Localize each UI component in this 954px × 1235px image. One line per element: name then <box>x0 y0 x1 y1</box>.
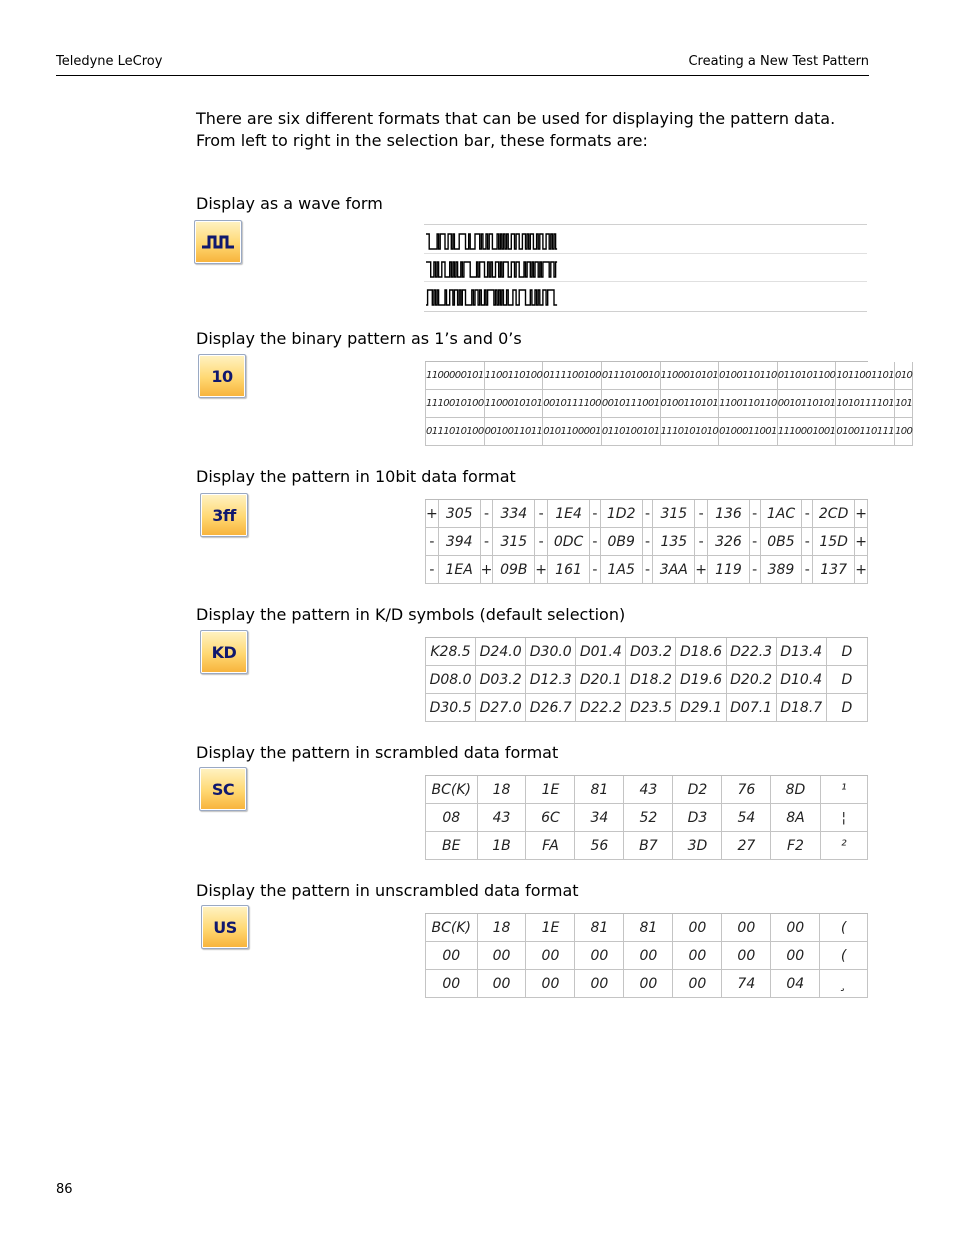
disparity-sign: - <box>426 556 439 584</box>
disparity-sign: - <box>749 500 760 528</box>
disparity-sign: - <box>642 500 653 528</box>
table-row <box>426 390 913 418</box>
table-cell: 1100000101 <box>426 362 485 390</box>
table-cell: D18.7 <box>776 694 826 722</box>
table-row <box>426 500 868 528</box>
waveform-icon <box>201 233 235 251</box>
table-cell: 2CD <box>813 500 855 528</box>
table-cell: D24.0 <box>476 638 526 666</box>
table-row <box>426 942 868 970</box>
table-cell: 00 <box>426 942 478 970</box>
disparity-sign: - <box>480 500 493 528</box>
table-cell: 1010111101 <box>836 390 895 418</box>
table-cell: 0B9 <box>600 528 642 556</box>
table-cell: 0101100001 <box>543 418 602 446</box>
table-cell: 0110101100 <box>777 362 836 390</box>
table-cell: D2 <box>673 776 722 804</box>
table-row <box>426 418 913 446</box>
disparity-sign: - <box>590 500 601 528</box>
caption-unscrambled: Display the pattern in unscrambled data format <box>196 881 579 900</box>
table-cell: 326 <box>708 528 750 556</box>
table-cell: D19.6 <box>676 666 726 694</box>
disparity-sign: + <box>426 500 439 528</box>
unscrambled-format-button[interactable]: US <box>201 905 249 949</box>
table-cell: 43 <box>624 776 673 804</box>
table-cell: 04 <box>771 970 820 998</box>
table-cell: 09B <box>493 556 535 584</box>
table-cell: 00 <box>575 970 624 998</box>
table-cell: D03.2 <box>626 638 676 666</box>
table-cell: 00 <box>771 914 820 942</box>
table-cell: 101 <box>895 390 913 418</box>
table-row <box>426 556 868 584</box>
table-cell: D30.5 <box>426 694 476 722</box>
table-cell: 305 <box>438 500 480 528</box>
table-cell: FA <box>526 832 575 860</box>
table-cell: 315 <box>493 528 535 556</box>
table-row <box>426 804 868 832</box>
disparity-sign: - <box>590 528 601 556</box>
table-cell: 81 <box>575 914 624 942</box>
table-cell: 43 <box>477 804 526 832</box>
table-cell: 0100110110 <box>719 362 778 390</box>
table-cell: 0100110111 <box>836 418 895 446</box>
table-cell: 1100010101 <box>484 390 543 418</box>
table-cell: D20.2 <box>726 666 776 694</box>
table-cell: D13.4 <box>776 638 826 666</box>
table-cell: 34 <box>575 804 624 832</box>
table-cell: D18.2 <box>626 666 676 694</box>
scrambled-format-button[interactable]: SC <box>199 767 247 811</box>
disparity-sign: - <box>802 556 813 584</box>
table-cell: 8D <box>771 776 820 804</box>
table-cell: BC(K) <box>426 914 478 942</box>
table-cell: 18 <box>477 776 526 804</box>
table-cell: 00 <box>526 970 575 998</box>
table-cell: 00 <box>722 914 771 942</box>
table-cell: 18 <box>477 914 526 942</box>
header-right: Creating a New Test Pattern <box>688 54 869 69</box>
disparity-sign: - <box>695 500 708 528</box>
intro-paragraph: There are six different formats that can be used for displaying the pattern data. From left to right in the selection bar, these formats are: <box>196 109 836 150</box>
table-cell: 74 <box>722 970 771 998</box>
table-cell: BC(K) <box>426 776 478 804</box>
table-cell: D10.4 <box>776 666 826 694</box>
table-cell: D3 <box>673 804 722 832</box>
kd-table <box>425 637 868 723</box>
table-cell: D23.5 <box>626 694 676 722</box>
unscrambled-table <box>425 913 868 999</box>
table-cell: 6C <box>526 804 575 832</box>
table-cell: 1EA <box>438 556 480 584</box>
caption-10bit: Display the pattern in 10bit data format <box>196 467 516 486</box>
table-cell: 010 <box>895 362 913 390</box>
table-cell: 00 <box>477 942 526 970</box>
table-cell: 1100110100 <box>484 362 543 390</box>
disparity-sign: + <box>855 528 868 556</box>
disparity-sign: - <box>749 528 760 556</box>
table-cell: 76 <box>722 776 771 804</box>
table-row <box>426 914 868 942</box>
table-cell: ² <box>820 832 868 860</box>
table-cell: 1E4 <box>548 500 590 528</box>
binary-table <box>425 361 913 447</box>
table-cell: D08.0 <box>426 666 476 694</box>
caption-binary: Display the binary pattern as 1’s and 0’s <box>196 329 522 348</box>
table-cell: D <box>826 638 867 666</box>
header-left: Teledyne LeCroy <box>56 54 163 69</box>
disparity-sign: - <box>535 500 548 528</box>
disparity-sign: + <box>480 556 493 584</box>
table-cell: 137 <box>813 556 855 584</box>
table-cell: 52 <box>624 804 673 832</box>
table-row <box>426 528 868 556</box>
table-cell: D26.7 <box>526 694 576 722</box>
disparity-sign: + <box>535 556 548 584</box>
table-cell: 81 <box>624 914 673 942</box>
table-cell: 1110010100 <box>426 390 485 418</box>
table-cell: 1110101010 <box>660 418 719 446</box>
table-cell: F2 <box>771 832 820 860</box>
table-cell: 0010011011 <box>484 418 543 446</box>
table-cell: 00 <box>477 970 526 998</box>
caption-waveform: Display as a wave form <box>196 194 383 213</box>
disparity-sign: - <box>695 528 708 556</box>
10bit-format-button[interactable]: 3ff <box>200 493 248 537</box>
table-cell: D22.2 <box>576 694 626 722</box>
table-cell: 00 <box>673 914 722 942</box>
disparity-sign: - <box>480 528 493 556</box>
binary-format-button[interactable]: 10 <box>198 354 246 398</box>
disparity-sign: - <box>802 528 813 556</box>
table-cell: 1011001101 <box>836 362 895 390</box>
table-cell: ( <box>820 942 868 970</box>
disparity-sign: + <box>695 556 708 584</box>
table-cell: 56 <box>575 832 624 860</box>
table-cell: D18.6 <box>676 638 726 666</box>
waveform-format-button[interactable] <box>194 220 242 264</box>
waveform-display <box>424 224 867 312</box>
10bit-table <box>425 499 868 585</box>
table-cell: 00 <box>624 942 673 970</box>
table-cell: 00 <box>624 970 673 998</box>
table-cell: D30.0 <box>526 638 576 666</box>
table-cell: D <box>826 694 867 722</box>
table-cell: 1AC <box>760 500 802 528</box>
caption-scrambled: Display the pattern in scrambled data format <box>196 743 559 762</box>
table-cell: 1B <box>477 832 526 860</box>
table-cell: 0100110101 <box>660 390 719 418</box>
table-cell: B7 <box>624 832 673 860</box>
disparity-sign: - <box>802 500 813 528</box>
disparity-sign: - <box>749 556 760 584</box>
table-cell: D20.1 <box>576 666 626 694</box>
table-cell: ¹ <box>820 776 868 804</box>
table-cell: 1100110110 <box>719 390 778 418</box>
table-row <box>426 694 868 722</box>
table-cell: 0110100101 <box>601 418 660 446</box>
waveform-lane <box>426 234 557 249</box>
table-cell: 0111100100 <box>543 362 602 390</box>
table-cell: 0DC <box>548 528 590 556</box>
table-row <box>426 666 868 694</box>
disparity-sign: + <box>855 500 868 528</box>
table-cell: ( <box>820 914 868 942</box>
waveform-lane <box>426 262 557 277</box>
table-cell: 1E <box>526 776 575 804</box>
disparity-sign: - <box>426 528 439 556</box>
table-cell: 1110001001 <box>777 418 836 446</box>
disparity-sign: - <box>642 556 653 584</box>
table-cell: 315 <box>653 500 695 528</box>
table-cell: 334 <box>493 500 535 528</box>
table-row <box>426 362 913 390</box>
table-cell: K28.5 <box>426 638 476 666</box>
table-cell: 1E <box>526 914 575 942</box>
caption-kd: Display the pattern in K/D symbols (default selection) <box>196 605 626 624</box>
table-cell: 0B5 <box>760 528 802 556</box>
table-cell: 00 <box>426 970 478 998</box>
table-cell: D29.1 <box>676 694 726 722</box>
disparity-sign: - <box>535 528 548 556</box>
waveform-lane <box>426 290 557 305</box>
kd-format-button[interactable]: KD <box>200 630 248 674</box>
table-cell: 00 <box>673 970 722 998</box>
table-row <box>426 970 868 998</box>
table-cell: BE <box>426 832 478 860</box>
disparity-sign: - <box>642 528 653 556</box>
table-cell: 136 <box>708 500 750 528</box>
table-cell: 1100010101 <box>660 362 719 390</box>
table-cell: D <box>826 666 867 694</box>
table-cell: 8A <box>771 804 820 832</box>
header-rule <box>56 75 869 76</box>
table-cell: D12.3 <box>526 666 576 694</box>
table-cell: 08 <box>426 804 478 832</box>
disparity-sign: + <box>855 556 868 584</box>
table-cell: 0100011001 <box>719 418 778 446</box>
table-cell: 00 <box>575 942 624 970</box>
table-cell: 54 <box>722 804 771 832</box>
table-cell: 00 <box>673 942 722 970</box>
table-cell: D01.4 <box>576 638 626 666</box>
table-cell: 161 <box>548 556 590 584</box>
disparity-sign: - <box>590 556 601 584</box>
table-cell: 3AA <box>653 556 695 584</box>
table-cell: 119 <box>708 556 750 584</box>
table-cell: 1A5 <box>600 556 642 584</box>
table-cell: ¸ <box>820 970 868 998</box>
table-cell: 0111010100 <box>426 418 485 446</box>
table-cell: 27 <box>722 832 771 860</box>
table-cell: 81 <box>575 776 624 804</box>
table-cell: 1D2 <box>600 500 642 528</box>
table-cell: 389 <box>760 556 802 584</box>
table-cell: 15D <box>813 528 855 556</box>
table-cell: D07.1 <box>726 694 776 722</box>
table-cell: 0111010010 <box>601 362 660 390</box>
page-number: 86 <box>56 1182 73 1197</box>
table-cell: 3D <box>673 832 722 860</box>
table-cell: 0010111001 <box>601 390 660 418</box>
table-cell: D27.0 <box>476 694 526 722</box>
table-cell: 0010110101 <box>777 390 836 418</box>
table-row <box>426 638 868 666</box>
table-row <box>426 832 868 860</box>
table-cell: 00 <box>771 942 820 970</box>
table-cell: D03.2 <box>476 666 526 694</box>
table-cell: 00 <box>722 942 771 970</box>
scrambled-table <box>425 775 868 861</box>
table-cell: 135 <box>653 528 695 556</box>
table-cell: ¦ <box>820 804 868 832</box>
table-cell: 0010111100 <box>543 390 602 418</box>
table-row <box>426 776 868 804</box>
table-cell: D22.3 <box>726 638 776 666</box>
table-cell: 100 <box>895 418 913 446</box>
table-cell: 394 <box>438 528 480 556</box>
table-cell: 00 <box>526 942 575 970</box>
